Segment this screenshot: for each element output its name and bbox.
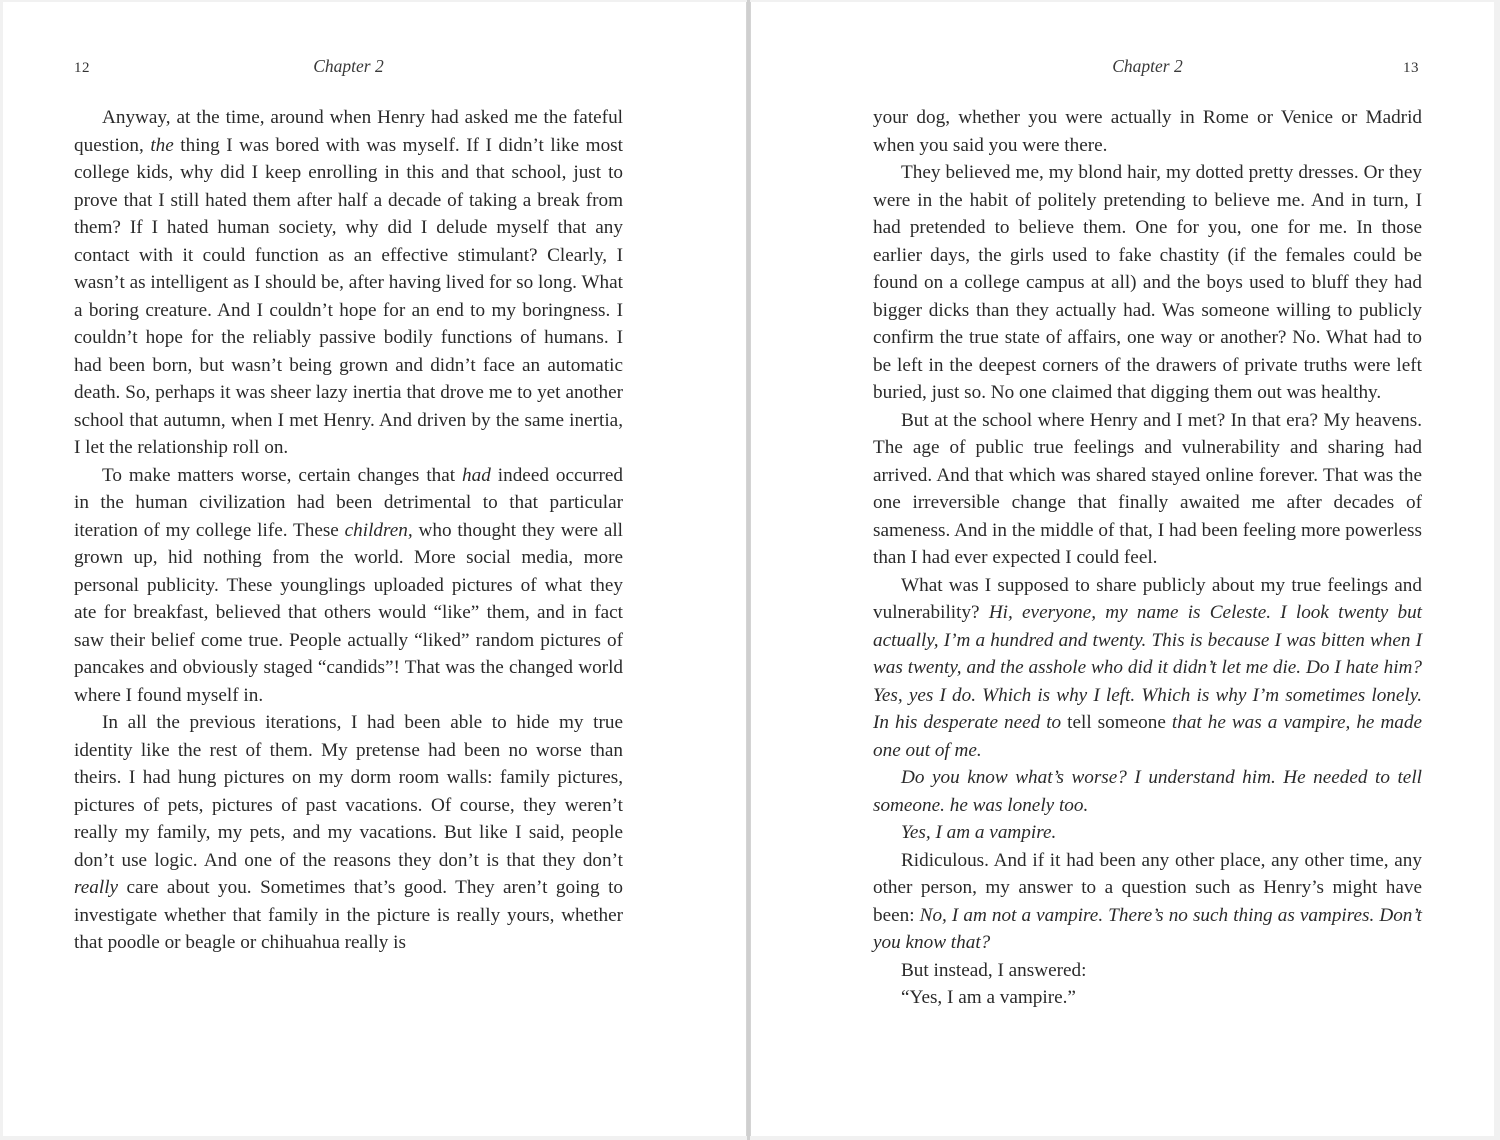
text-run: your dog, whether you were actually in Rome or Venice or Madrid when you said you were there. xyxy=(873,107,1422,156)
text-run: thing I was bored with was myself. If I didn’t like most college kids, why did I keep enrolling in this and that school, just to prove that I still hated them after half a decade of taking a break from them? If I hated human society, why did I delude myself that any contact with it could function as an effective stimulant? Clearly, I wasn’t as intelligent as I should be, after having lived for so long. What a boring creature. And I couldn’t hope for an end to my boringness. I couldn’t hope for the reliably passive bodily functions of humans. I had been born, but wasn’t being grown and didn’t face an automatic death. So, perhaps it was sheer lazy inertia that drove me to yet another school that autumn, when I met Henry. And driven by the same inertia, I let the relationship roll on. xyxy=(74,134,623,458)
italic-run: had xyxy=(462,464,491,486)
italic-run: children, xyxy=(344,519,413,541)
text-run: They believed me, my blond hair, my dotted pretty dresses. Or they were in the habit of politely pretending to believe me. And in turn, I had pretended to believe them. One for you, one for me. In those earlier days, the girls used to fake chastity (if the females could be found on a college campus at all) and the boys used to bluff they had bigger dicks than they actually had. Was someone willing to publicly confirm the true state of affairs, one way or another? No. What had to be left in the deepest corners of the drawers of private truths were left buried, just so. No one claimed that digging them out was healthy. xyxy=(873,162,1422,403)
paragraph xyxy=(873,819,1422,847)
paragraph xyxy=(873,984,1422,1012)
text-run: What was I supposed to share publicly about my true feelings and vulnerability? xyxy=(873,574,1422,623)
paragraph xyxy=(74,462,623,710)
italic-run: No, I am not a vampire. There’s no such thing as vampires. Don’t you know that? xyxy=(873,904,1422,953)
page-number: 13 xyxy=(1403,60,1419,76)
paragraph xyxy=(873,957,1422,985)
right-page-header xyxy=(873,56,1494,80)
left-page xyxy=(3,2,747,1136)
text-run: Ridiculous. And if it had been any other place, any other time, any other person, my answer to a question such as Henry’s might have been: xyxy=(873,849,1422,926)
paragraph xyxy=(873,764,1422,819)
italic-run: Hi, everyone, my name is Celeste. I look twenty but actually, I’m a hundred and twenty. This is because I was bitten when I was twenty, and the asshole who did it didn’t let me die. Do I hate him? Yes, yes I do. Which is why I left. Which is why I’m sometimes lonely. In his desperate need to xyxy=(873,602,1423,733)
paragraph xyxy=(873,847,1422,957)
right-page-text xyxy=(873,104,1422,1012)
chapter-header: Chapter 2 xyxy=(313,56,384,76)
text-run: To make matters worse, certain changes that xyxy=(102,464,463,486)
text-run: who thought they were all grown up, hid nothing from the world. More social media, more personal publicity. These younglings uploaded pictures of what they ate for breakfast, believed that others would “like” them, and in fact saw their belief come true. People actually “liked” random pictures of pancakes and obviously staged “candids”! That was the changed world where I found myself in. xyxy=(74,519,624,706)
italic-run: Do you know what’s worse? I understand him. He needed to tell someone. he was lonely too. xyxy=(873,767,1422,816)
left-page-text xyxy=(74,104,623,957)
paragraph xyxy=(873,159,1422,407)
italic-run: that he was a vampire, he made one out of me. xyxy=(873,712,1422,761)
text-run: But instead, I answered: xyxy=(901,959,1087,981)
paragraph xyxy=(74,709,623,957)
text-run: “Yes, I am a vampire.” xyxy=(901,987,1076,1008)
paragraph xyxy=(873,572,1422,765)
italic-run: the xyxy=(150,134,174,156)
paragraph xyxy=(873,407,1422,572)
text-run: Anyway, at the time, around when Henry had asked me the fateful question, xyxy=(74,107,623,156)
italic-run: Yes, I am a vampire. xyxy=(901,822,1057,843)
text-run: indeed occurred in the human civilization had been detrimental to that particular iteration of my college life. These xyxy=(74,464,623,541)
text-run: In all the previous iterations, I had been able to hide my true identity like the rest of them. My pretense had been no worse than theirs. I had hung pictures on my dorm room walls: family pictures, pictures of pets, pictures of past vacations. Of course, they weren’t really my family, my pets, and my vacations. But like I said, people don’t use logic. And one of the reasons they don’t is that they don’t xyxy=(74,712,623,871)
text-run: care about you. Sometimes that’s good. They aren’t going to investigate whether that family in the picture is really yours, whether that poodle or beagle or chihuahua really is xyxy=(74,877,623,953)
text-run: But at the school where Henry and I met? In that era? My heavens. The age of public true feelings and vulnerability and sharing had arrived. And that which was shared stayed online forever. That was the one irreversible change that finally awaited me after decades of sameness. And in the middle of that, I had been feeling more powerless than I had ever expected I could feel. xyxy=(873,409,1422,568)
left-page-header xyxy=(74,56,746,80)
chapter-header: Chapter 2 xyxy=(1112,56,1183,76)
italic-run: really xyxy=(74,877,119,898)
page-number: 12 xyxy=(74,60,90,76)
text-run: tell someone xyxy=(1061,712,1172,733)
right-page xyxy=(750,2,1494,1136)
paragraph xyxy=(873,104,1422,159)
paragraph xyxy=(74,104,623,462)
